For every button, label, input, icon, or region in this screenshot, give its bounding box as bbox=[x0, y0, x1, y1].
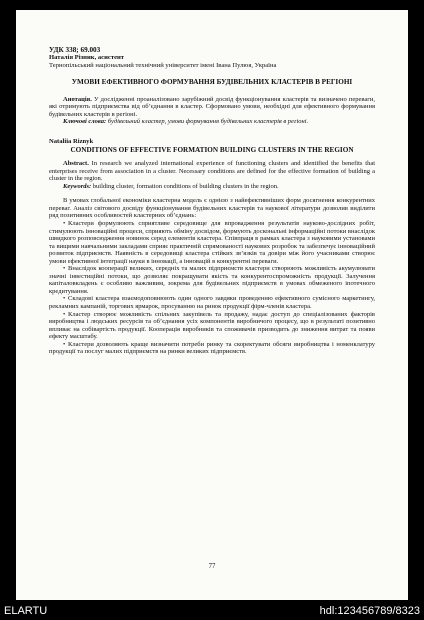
list-item-text: Складові кластера взаємодоповнюють один одного завдяки проведенню ефективного сумісного маркетингу, рекламних кампаній, торгових ярмарок, просуванню на ринок продукції фірм-членів кластера. bbox=[49, 295, 375, 310]
keywords-ukrainian bbox=[49, 118, 375, 126]
list-item bbox=[49, 295, 375, 310]
abstract-en-text: In research we analyzed international experience of functioning clusters and identified the benefits that enterprises receive from association in a cluster. Necessary conditions are defined for the effective formation of building a cluster in the region. bbox=[49, 159, 376, 183]
keywords-english bbox=[49, 183, 375, 191]
list-item-text: Кластер створює можливість спільних закупівель та продажу, надає доступ до спеціалізованих факторів виробництва і людських ресурсів та об’єднання усіх компонентів виробничого процесу, що в результаті позитивно впливає на собівартість продукції. Кооперація виробників та споживачів призводить до зниження витрат та появи ефекту масштабу. bbox=[49, 310, 375, 341]
author-english: Nataliia Riznyk bbox=[49, 137, 94, 145]
repository-footer bbox=[0, 602, 424, 620]
keywords-uk-text: будівельний кластер, умови формування будівельних кластерів в регіоні. bbox=[107, 118, 309, 126]
intro-paragraph: В умовах глобальної економіки кластерна модель є однією з найефективніших форм досягнення конкурентних переваг. Аналіз світового досвіду функціонування будівельних кластерів та наукової літератури дозволив виділити ряд позитивних особливостей кластерних об’єднань: bbox=[49, 197, 375, 220]
keywords-en-label: Keywords: bbox=[63, 182, 92, 190]
repository-name: ELARTU bbox=[4, 605, 48, 617]
udk-code: УДК 338; 69.003 bbox=[49, 46, 101, 54]
keywords-uk-label: Ключові слова: bbox=[63, 118, 107, 126]
list-item-text: Кластери формулюють сприятливе середовище для впровадження результатів науково-дослідних робіт, стимулюють інноваційні процеси, сприяють обміну досвідом, формують доскональні інформаційні потоки внаслідок швидкого розповсюдження новинок серед елементів кластера. Співпраця в рамках кластера з науковими установами та вищими навчальними закладами сприяє практичній спрямованості наукових розробок та забезпечує інноваційний розвиток підприємств. Наявність в середовищі кластера стійких зв’язків та довіри між його учасниками створює умови ефективної інтеграції науки в інновації, а інновацій в конкурентні переваги. bbox=[49, 219, 375, 265]
list-item bbox=[49, 341, 375, 356]
bullet-icon: • bbox=[63, 265, 66, 273]
bullet-icon: • bbox=[63, 340, 66, 348]
affiliation: Тернопільський національний технічний університет імені Івана Пулюя, Україна bbox=[49, 61, 277, 69]
list-item bbox=[49, 220, 375, 265]
list-item bbox=[49, 265, 375, 295]
title-ukrainian: УМОВИ ЕФЕКТИВНОГО ФОРМУВАННЯ БУДІВЕЛЬНИХ КЛАСТЕРІВ В РЕГІОНІ bbox=[71, 78, 353, 87]
abstract-en-label: Abstract. bbox=[63, 159, 89, 167]
abstract-ukrainian bbox=[49, 96, 375, 119]
bullet-icon: • bbox=[63, 219, 66, 227]
page-number: 77 bbox=[208, 563, 216, 570]
bullet-icon: • bbox=[63, 295, 66, 303]
list-item-text: Внаслідок кооперації великих, середніх та малих підприємств кластери створюють можливість акумулювати значні інвестиційні потоки, що дозволяє покращувати якість та конкурентоспроможність продукції. Залучення капіталовкладень є особливо важливим, зокрема для будівельних підприємств в умовах обмеженого іпотечного кредитування. bbox=[49, 265, 375, 295]
abstract-english bbox=[49, 160, 375, 183]
title-english: CONDITIONS OF EFFECTIVE FORMATION BUILDING CLUSTERS IN THE REGION bbox=[70, 145, 354, 154]
author-line: Наталія Різник, асистент bbox=[49, 54, 125, 61]
abstract-uk-text: У дослідженні проаналізовано зарубіжний досвід функціонування кластерів та визначено переваги, які отримують підприємства від об’єднання в кластер. Сформовано умови, необхідні для ефективного формування будівельних кластерів в регіоні. bbox=[49, 95, 376, 118]
list-item-text: Кластери дозволяють краще визначити потреби ринку та скоректувати обсяги виробництва і номенклатуру продукції та послуг малих підприємств на ринки великих підприємств. bbox=[49, 340, 375, 356]
keywords-en-text: building cluster, formation conditions of building clusters in the region. bbox=[92, 182, 279, 190]
document-page bbox=[16, 10, 408, 600]
list-item bbox=[49, 311, 375, 341]
handle-identifier: hdl:123456789/8323 bbox=[319, 605, 420, 617]
abstract-uk-label: Анотація. bbox=[63, 95, 92, 103]
bullet-icon: • bbox=[63, 310, 66, 318]
